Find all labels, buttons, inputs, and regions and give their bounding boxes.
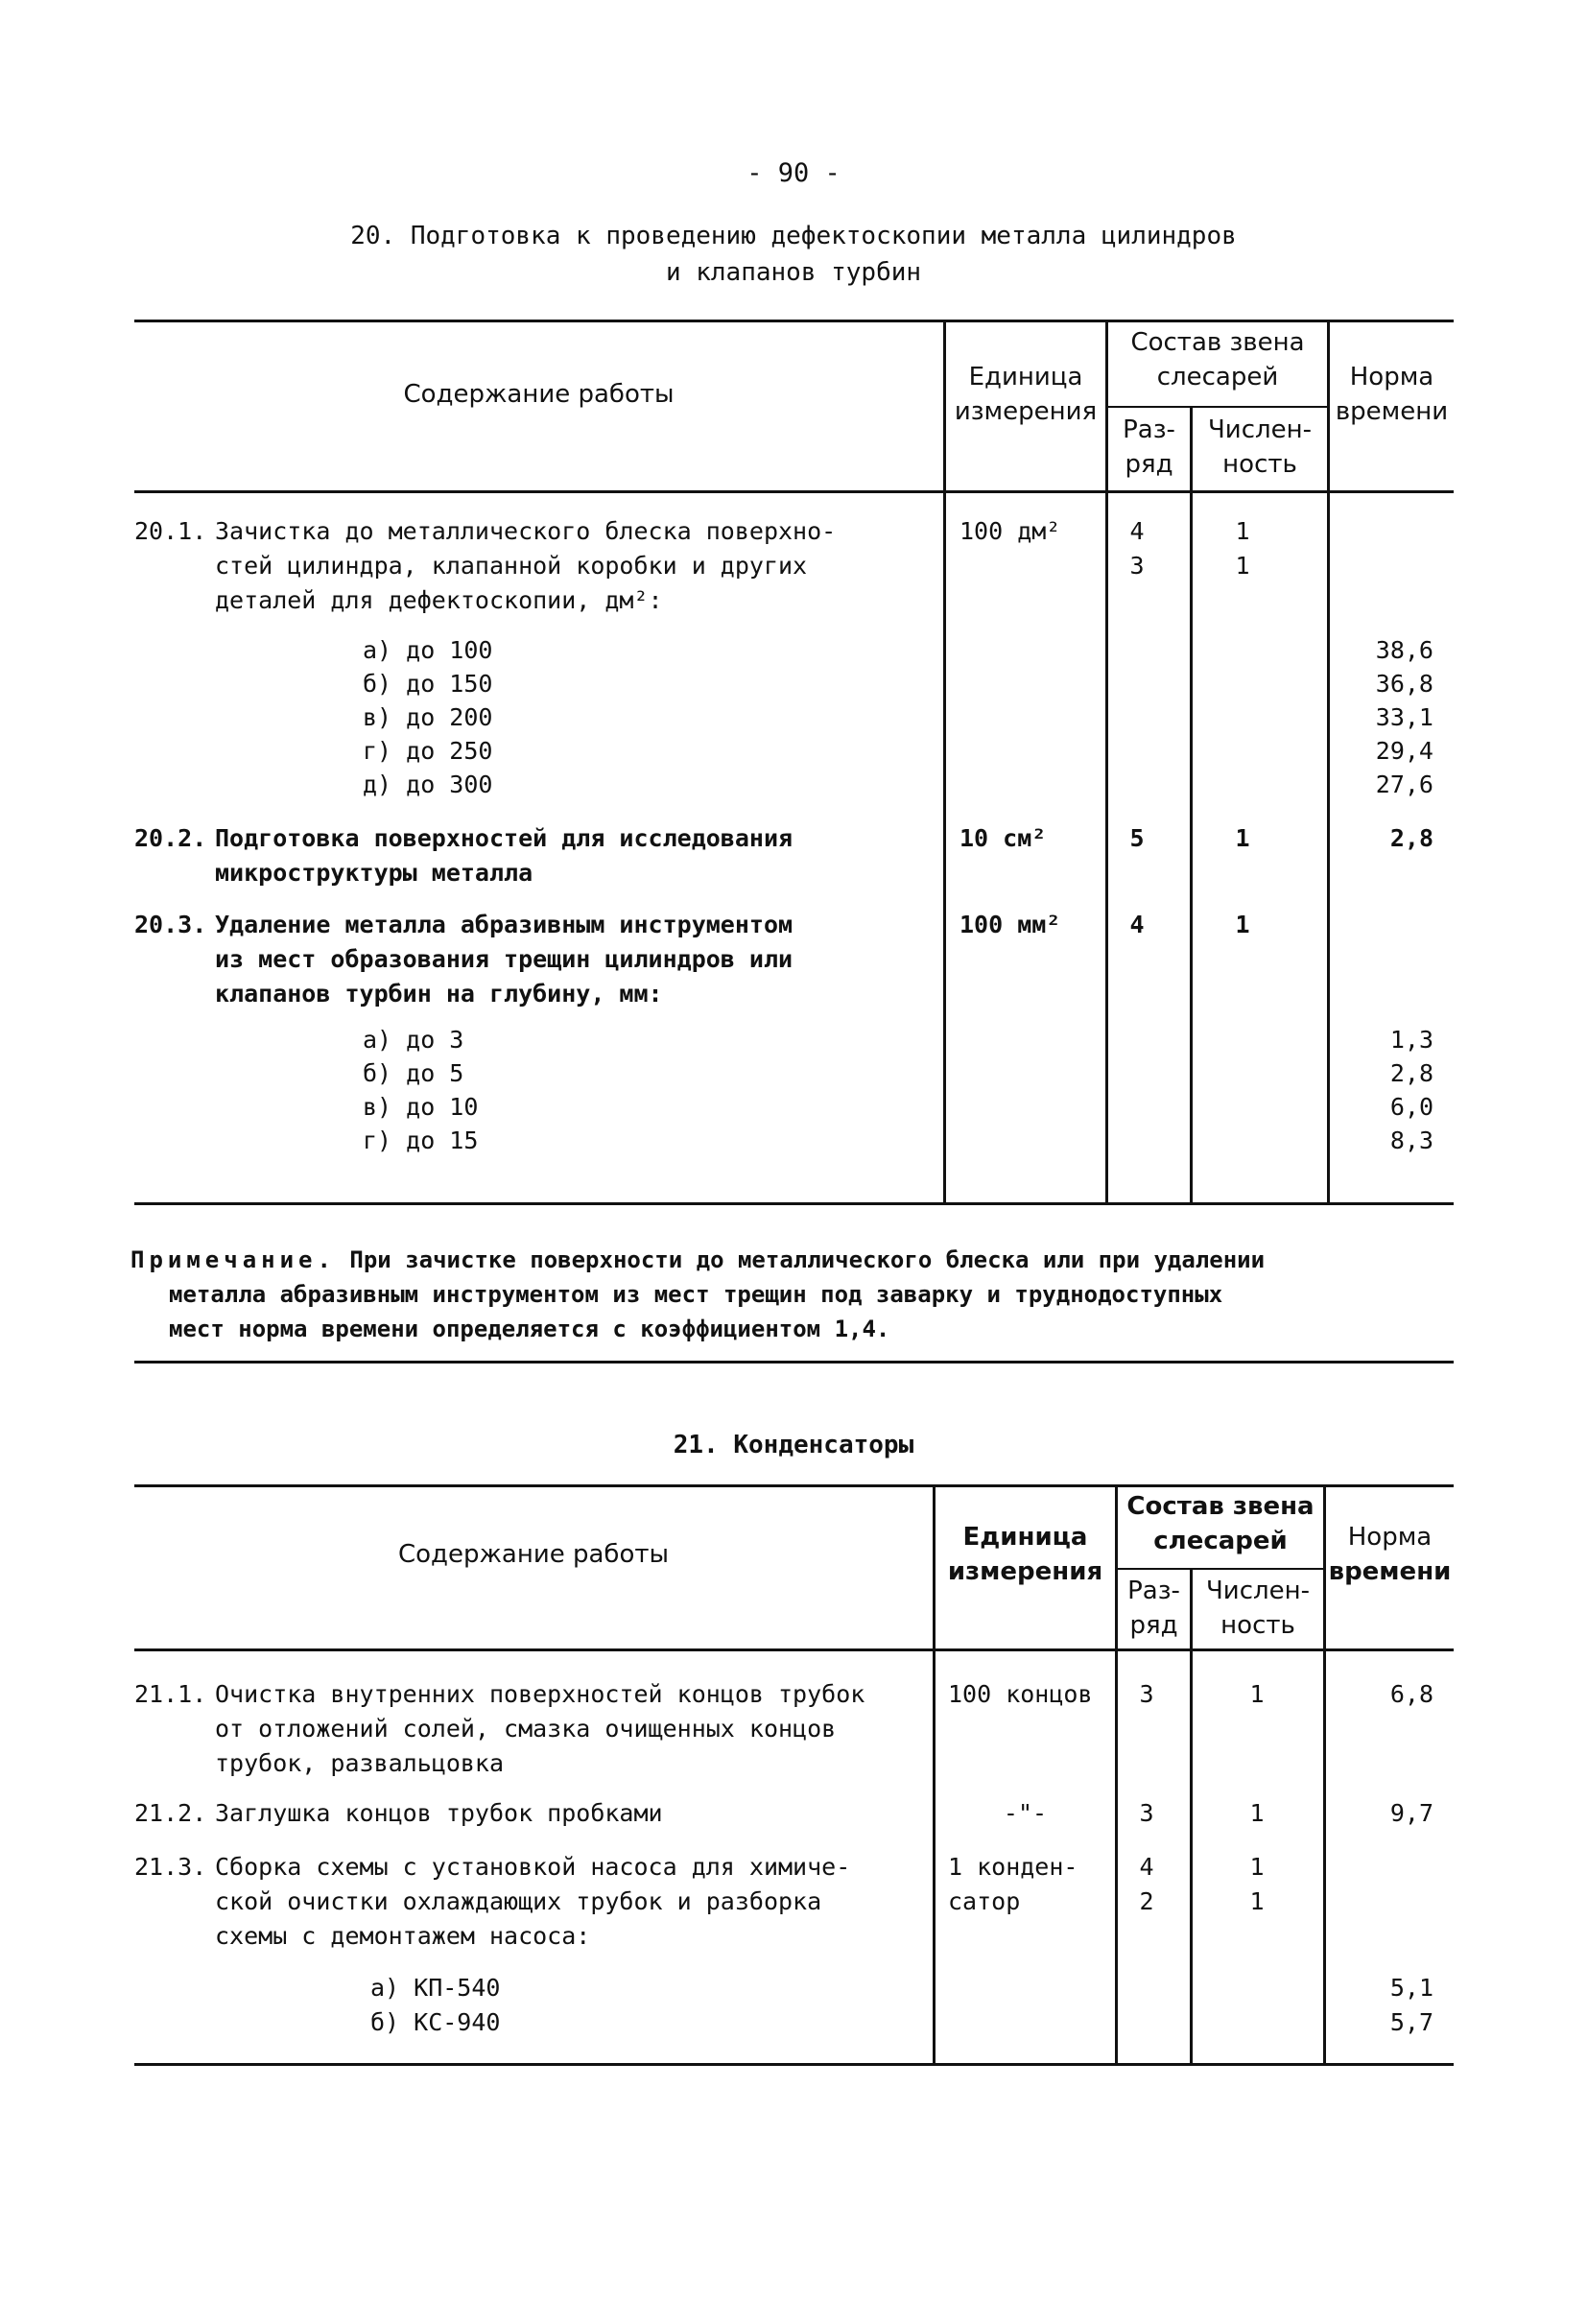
header-norm-line2: времени [1328,1557,1452,1586]
unit-value: 100 концов [948,1680,1093,1708]
section-21-title: 21. Конденсаторы [673,1431,914,1459]
row-text-line: Сборка схемы с установкой насоса для химиче- [215,1853,851,1881]
section-20-title-line2: и клапанов турбин [665,258,922,287]
note-text-line: При зачистке поверхности до металлического блеска или при удалении [349,1246,1266,1273]
rank-value: 5 [1129,824,1145,852]
rank-value: 4 [1139,1853,1154,1881]
norm-value: 2,8 [1389,1059,1433,1087]
sub-item-label: б) до 5 [363,1059,464,1087]
count-value: 1 [1249,1680,1265,1708]
sub-item-label: в) до 10 [363,1093,479,1121]
row-text-line: схемы с демонтажем насоса: [215,1922,591,1950]
row-text-line: микроструктуры металла [215,859,533,887]
unit-value: 10 см² [959,824,1047,852]
norm-value: 1,3 [1389,1026,1433,1054]
header-unit-line1: Единица [968,363,1083,391]
section-20-title-line1: 20. Подготовка к проведению дефектоскопии металла цилиндров [350,222,1237,250]
header-count-line2: ность [1222,450,1297,479]
sub-item-label: г) до 250 [363,737,493,765]
sub-item-label: б) КС-940 [370,2008,501,2036]
header-norm-line2: времени [1335,397,1449,426]
count-value: 1 [1249,1887,1265,1915]
sub-item-label: в) до 200 [363,703,493,731]
header-rank-line1: Раз- [1127,1577,1180,1605]
header-count-line2: ность [1220,1611,1295,1640]
row-text-line: от отложений солей, смазка очищенных концов [215,1715,837,1743]
rank-value: 3 [1129,552,1145,580]
row-number: 20.3. [134,911,207,938]
sub-item-label: б) до 150 [363,670,493,698]
norm-value: 33,1 [1375,703,1433,731]
norm-value: 29,4 [1375,737,1433,765]
header-crew-line2: слесарей [1153,1527,1288,1555]
row-text-line: ской очистки охлаждающих трубок и разборка [215,1887,822,1915]
count-value: 1 [1235,517,1250,545]
header-unit-line1: Единица [962,1523,1088,1552]
page-number: - 90 - [746,158,841,188]
sub-item-label: г) до 15 [363,1126,479,1154]
unit-value: сатор [948,1887,1021,1915]
row-text-line: Удаление металла абразивным инструментом [215,911,794,938]
norm-value: 36,8 [1375,670,1433,698]
sub-item-label: а) до 3 [363,1026,464,1054]
row-text-line: Подготовка поверхностей для исследования [215,824,794,852]
row-text-line: Зачистка до металлического блеска поверхно- [215,517,837,545]
count-value: 1 [1249,1799,1265,1827]
row-text-line: стей цилиндра, клапанной коробки и других [215,552,808,580]
unit-value: -"- [1003,1799,1048,1827]
note-text-line: металла абразивным инструментом из мест трещин под заварку и труднодоступных [169,1281,1223,1308]
note-text-line: мест норма времени определяется с коэффициентом 1,4. [169,1316,890,1342]
rank-value: 2 [1139,1887,1154,1915]
sub-item-label: а) КП-540 [370,1974,501,2002]
header-count-line1: Числен- [1205,1577,1310,1605]
norm-value: 5,7 [1389,2008,1433,2036]
sub-item-label: а) до 100 [363,636,493,664]
note-label: Примечание. [130,1246,336,1273]
count-value: 1 [1235,824,1250,852]
norm-value: 6,0 [1389,1093,1433,1121]
count-value: 1 [1249,1853,1265,1881]
header-count-line1: Числен- [1207,415,1312,444]
header-unit-line2: измерения [947,1557,1103,1586]
row-text-line: деталей для дефектоскопии, дм²: [215,586,663,614]
header-unit-line2: измерения [954,397,1098,426]
norm-value: 38,6 [1375,636,1433,664]
row-number: 20.2. [134,824,207,852]
row-number: 21.3. [134,1853,207,1881]
count-value: 1 [1235,552,1250,580]
header-content: Содержание работы [403,380,675,409]
norm-value: 6,8 [1389,1680,1433,1708]
sub-item-label: д) до 300 [363,771,493,798]
norm-value: 5,1 [1389,1974,1433,2002]
rank-value: 3 [1139,1799,1154,1827]
row-number: 21.1. [134,1680,207,1708]
unit-value: 100 мм² [959,911,1061,938]
count-value: 1 [1235,911,1250,938]
header-norm-line1: Норма [1347,1523,1433,1552]
header-rank-line1: Раз- [1123,415,1175,444]
rank-value: 4 [1129,911,1145,938]
rank-value: 3 [1139,1680,1154,1708]
row-text-line: из мест образования трещин цилиндров или [215,945,794,973]
rank-value: 4 [1129,517,1145,545]
row-text-line: Очистка внутренних поверхностей концов трубок [215,1680,865,1708]
norm-value: 9,7 [1389,1799,1433,1827]
header-content: Содержание работы [397,1540,670,1569]
header-norm-line1: Норма [1349,363,1434,391]
header-rank-line2: ряд [1125,450,1173,479]
header-crew-line1: Состав звена [1126,1492,1315,1521]
row-text-line: трубок, развальцовка [215,1749,505,1777]
row-text-line: Заглушка концов трубок пробками [215,1799,663,1827]
unit-value: 100 дм² [959,517,1061,545]
norm-value: 8,3 [1389,1126,1433,1154]
row-number: 21.2. [134,1799,207,1827]
header-rank-line2: ряд [1129,1611,1178,1640]
header-crew-line2: слесарей [1156,363,1279,391]
row-number: 20.1. [134,517,207,545]
row-text-line: клапанов турбин на глубину, мм: [215,980,663,1008]
norm-value: 2,8 [1389,824,1433,852]
norm-value: 27,6 [1375,771,1433,798]
header-crew-line1: Состав звена [1130,328,1305,357]
unit-value: 1 конден- [948,1853,1078,1881]
